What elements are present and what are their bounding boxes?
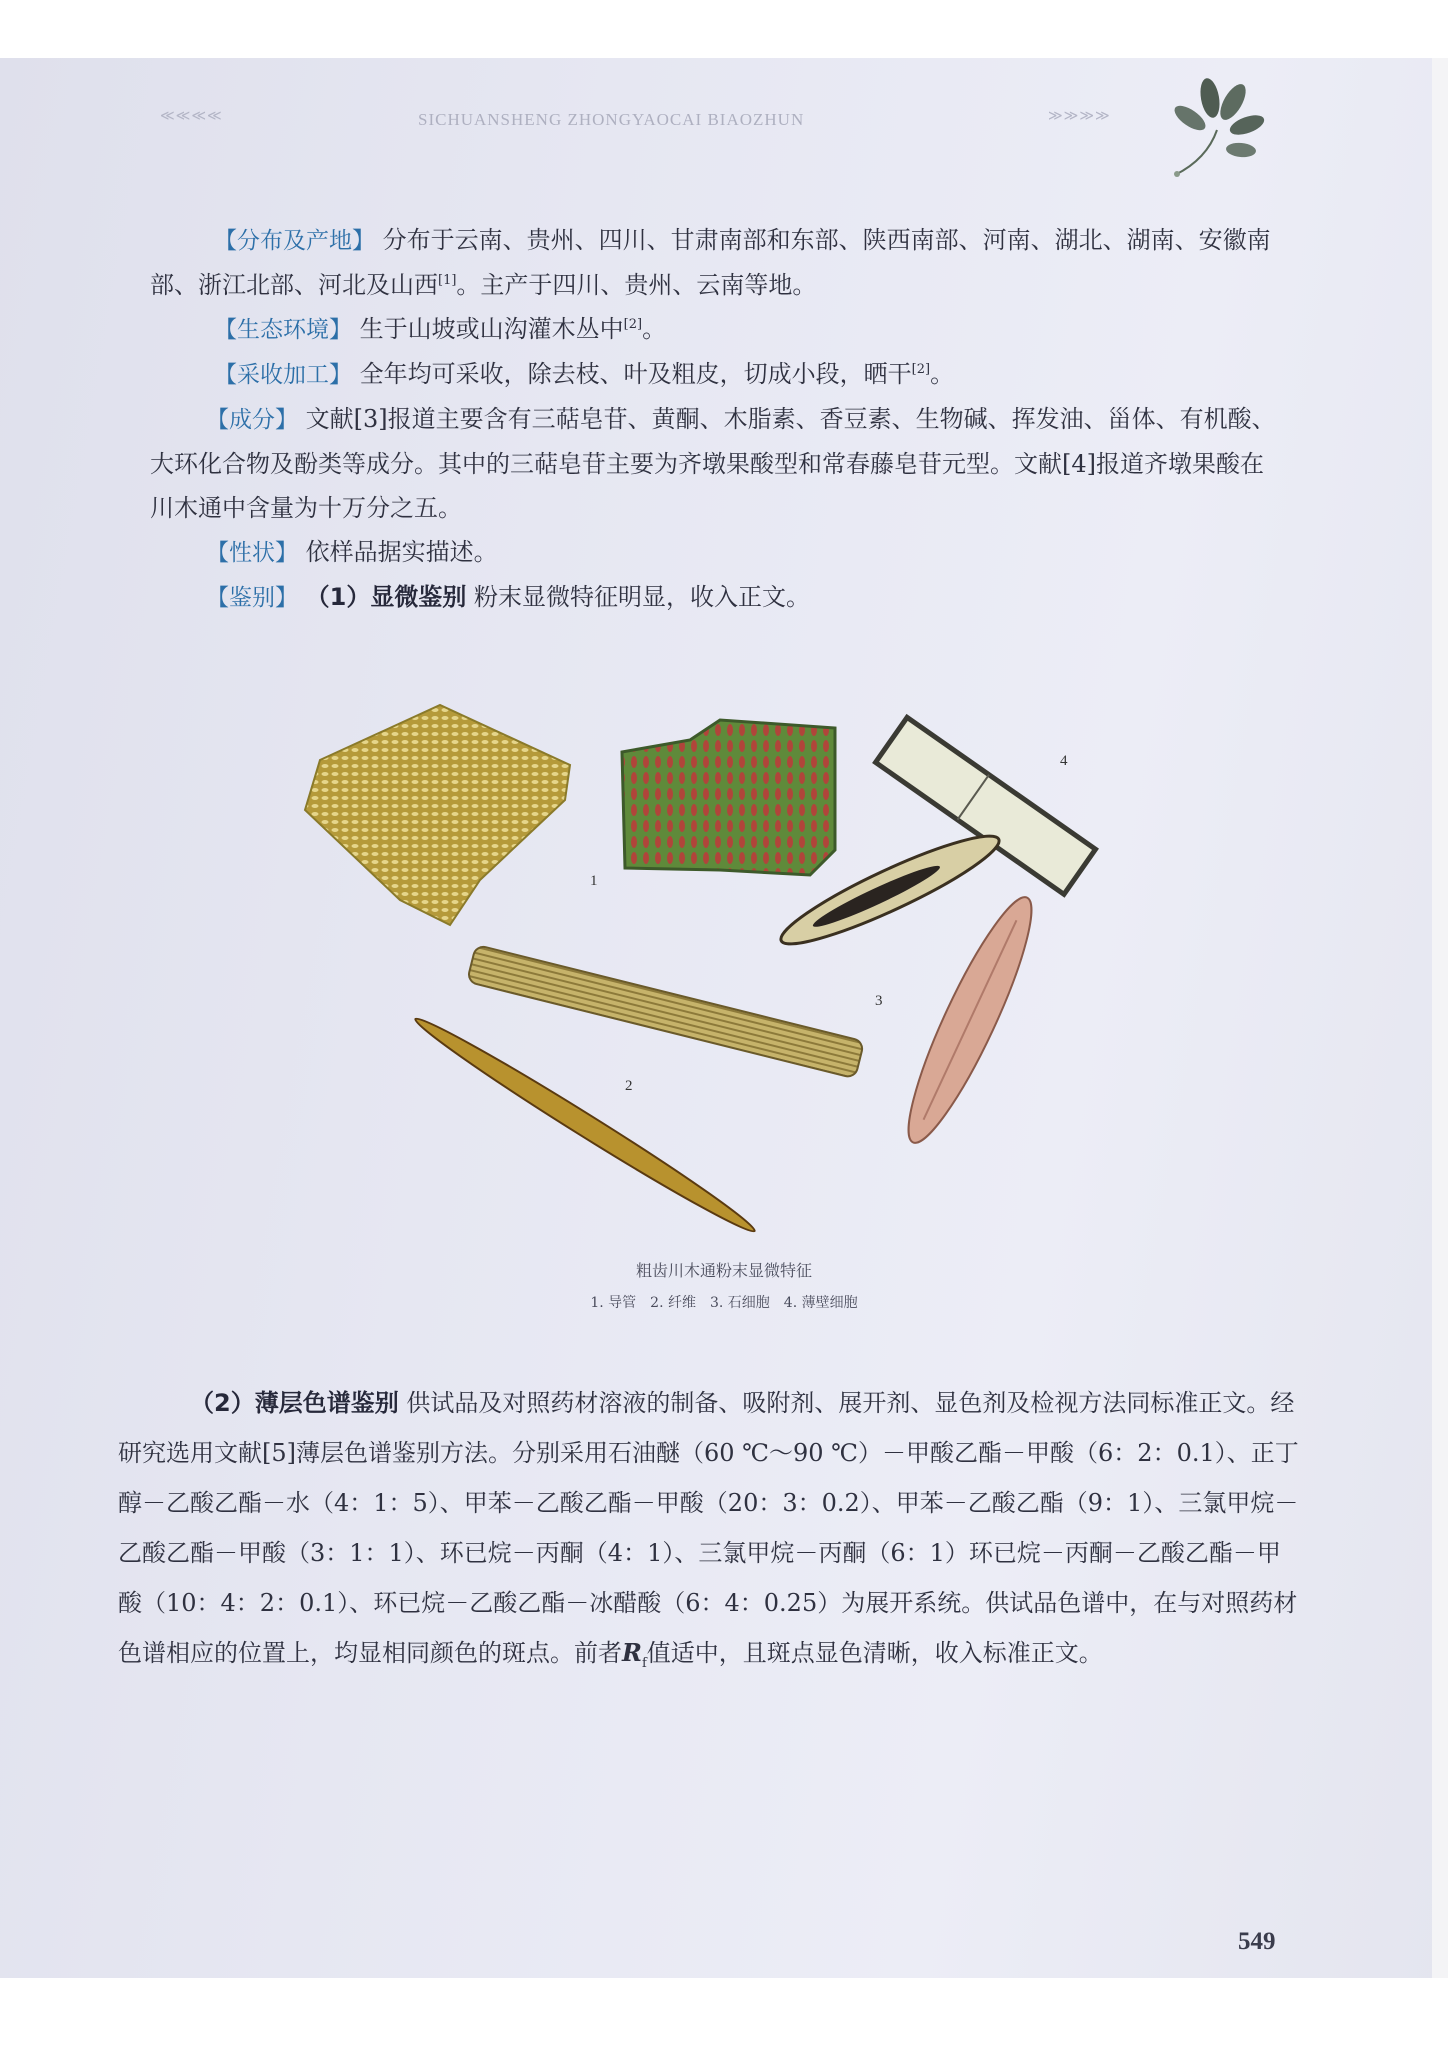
properties-tag: 【性状】 xyxy=(206,540,298,566)
distribution-text-end: 。主产于四川、贵州、云南等地。 xyxy=(456,271,817,299)
figure-label-3: 3 xyxy=(875,993,883,1009)
components-paragraph xyxy=(150,397,1280,530)
header-deco-left: ≪≪≪≪ xyxy=(160,108,223,124)
microscopy-text: 粉末显微特征明显，收入正文。 xyxy=(473,583,810,611)
tlc-text: 供试品及对照药材溶液的制备、吸附剂、展开剂、显色剂及检视方法同标准正文。经研究选用文献[5]薄层色谱鉴别方法。分别采用石油醚（60 ℃～90 ℃）－甲酸乙酯－甲酸（6：2：0.1）、正丁醇－乙酸乙酯－水（4：1：5）、甲苯－乙酸乙酯－甲酸（20：3：0.2）、甲苯－乙酸乙酯（9：1）、三氯甲烷－乙酸乙酯－甲酸（3：1：1）、环已烷－丙酮（4：1）、三氯甲烷－丙酮（6：1）环已烷－丙酮－乙酸乙酯－甲酸（10：4：2：0.1）、环已烷－乙酸乙酯－冰醋酸（6：4：0.25）为展开系统。供试品色谱中，在与对照药材色谱相应的位置上，均显相同颜色的斑点。前者 xyxy=(118,1389,1299,1667)
body-text-upper xyxy=(150,218,1280,620)
components-text: 文献[3]报道主要含有三萜皂苷、黄酮、木脂素、香豆素、生物碱、挥发油、甾体、有机酸、大环化合物及酚类等成分。其中的三萜皂苷主要为齐墩果酸型和常春藤皂苷元型。文献[4]报道齐墩果酸在川木通中含量为十万分之五。 xyxy=(150,405,1276,522)
distribution-tag: 【分布及产地】 xyxy=(214,228,375,254)
ecology-end: 。 xyxy=(642,315,667,343)
tlc-title: （2）薄层色谱鉴别 xyxy=(190,1389,399,1417)
properties-text: 依样品据实描述。 xyxy=(305,538,498,566)
identification-tag: 【鉴别】 xyxy=(206,585,298,611)
tlc-paragraph xyxy=(118,1378,1303,1689)
cell-mass-specimen xyxy=(622,720,835,875)
fiber-specimen xyxy=(467,945,864,1079)
ecology-paragraph xyxy=(150,307,1280,352)
harvest-ref: [2] xyxy=(911,362,931,377)
leaf-logo-icon xyxy=(1155,70,1275,180)
identification-paragraph xyxy=(150,575,1280,620)
figure-label-2: 2 xyxy=(625,1078,633,1094)
ecology-text: 生于山坡或山沟灌木丛中 xyxy=(359,315,624,343)
long-fiber-specimen xyxy=(410,1010,761,1241)
figure-legend: 1. 导管 2. 纤维 3. 石细胞 4. 薄壁细胞 xyxy=(590,1295,858,1311)
harvest-text: 全年均可采收，除去枝、叶及粗皮，切成小段，晒干 xyxy=(359,360,912,388)
distribution-ref: [1] xyxy=(438,273,457,288)
rf-subscript: f xyxy=(641,1655,647,1671)
microscopy-title: （1）显微鉴别 xyxy=(305,583,467,611)
harvest-end: 。 xyxy=(930,360,955,388)
spindle-specimen xyxy=(890,887,1049,1153)
harvest-paragraph xyxy=(150,352,1280,397)
components-tag: 【成分】 xyxy=(206,407,298,433)
header-deco-right: ≫≫≫≫ xyxy=(1048,108,1111,124)
microscopy-figure xyxy=(280,690,1160,1245)
distribution-paragraph xyxy=(150,218,1280,307)
vessel-specimen xyxy=(305,705,570,925)
page-edge xyxy=(1432,58,1448,1978)
distribution-text: 分布于云南、贵州、四川、甘肃南部和东部、陕西南部、河南、湖北、湖南、安徽南部、浙江北部、河北及山西 xyxy=(150,226,1271,299)
tlc-text-end: 值适中，且斑点显色清晰，收入标准正文。 xyxy=(646,1639,1103,1667)
ecology-ref: [2] xyxy=(623,317,643,332)
running-header: SICHUANSHENG ZHONGYAOCAI BIAOZHUN xyxy=(418,110,805,129)
ecology-tag: 【生态环境】 xyxy=(214,317,352,343)
figure-label-4: 4 xyxy=(1060,753,1068,769)
figure-caption: 粗齿川木通粉末显微特征 xyxy=(635,1261,812,1280)
page-number: 549 xyxy=(1238,1928,1276,1955)
figure-label-1: 1 xyxy=(590,873,598,889)
properties-paragraph xyxy=(150,530,1280,575)
rf-symbol: R xyxy=(622,1638,642,1667)
harvest-tag: 【采收加工】 xyxy=(214,362,352,388)
